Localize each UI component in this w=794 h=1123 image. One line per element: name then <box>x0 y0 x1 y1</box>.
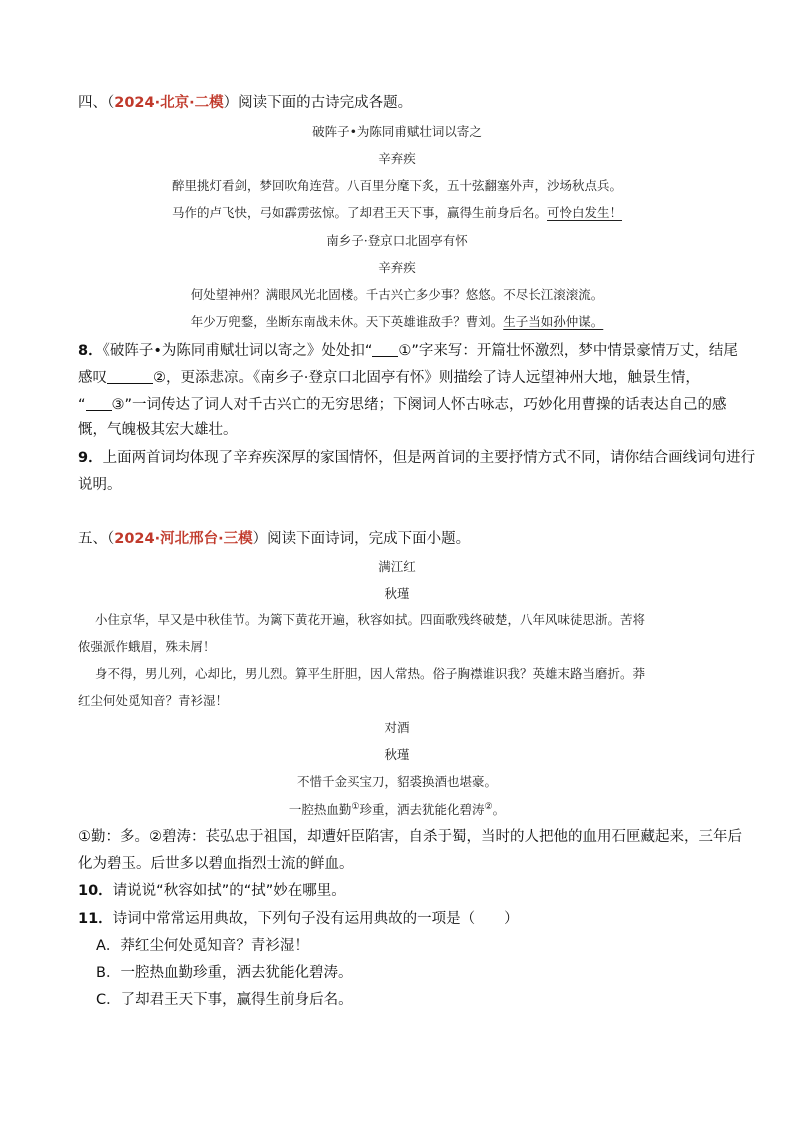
underlined-verse: 生子当如孙仲谋。 <box>503 314 604 329</box>
poem-title: 南乡子·登京口北固亭有怀 <box>326 233 468 248</box>
annotation-note: ①勤：多。②碧涛：苌弘忠于祖国，却遭奸臣陷害，自杀于蜀，当时的人把他的血用石匣藏起来，三年后 <box>78 829 742 845</box>
question-8-cont: “ ③”一词传达了词人对千古兴亡的无穷思绪；下阕词人怀古咏志，巧妙化用曹操的话表达自己的感 <box>78 397 727 413</box>
question-8-cont: 感叹 ②，更添悲凉。《南乡子·登京口北固亭有怀》则描绘了诗人远望神州大地，触景生情， <box>78 370 700 386</box>
section-4-heading <box>78 96 412 111</box>
question-9: 9．上面两首词均体现了辛弃疾深厚的家国情怀，但是两首词的主要抒情方式不同，请你结合画线词句进行 <box>78 450 756 466</box>
option-a: A．莽红尘何处觅知音？青衫湿！ <box>96 938 309 954</box>
question-8-cont: 慨，气魄极其宏大雄壮。 <box>78 422 238 438</box>
poem-line: 马作的卢飞快，弓如霹雳弦惊。了却君王天下事，赢得生前身后名。可怜白发生！ <box>171 205 623 220</box>
heading-suffix: ）阅读下面的古诗完成各题。 <box>223 95 413 111</box>
poem-title: 对酒 <box>384 720 410 735</box>
poem-line: 何处望神州？满眼风光北固楼。千古兴亡多少事？悠悠。不尽长江滚滚流。 <box>190 287 604 302</box>
poem-author: 辛弃疾 <box>378 260 416 275</box>
poem-paragraph: 身不得，男儿列，心却比，男儿烈。算平生肝胆，因人常热。俗子胸襟谁识我？英雄末路当磨折。莽 <box>95 666 646 681</box>
question-9-cont: 说明。 <box>78 477 122 493</box>
poem-title: 满江红 <box>378 559 416 574</box>
annotation-note-cont: 化为碧玉。后世多以碧血指烈士流的鲜血。 <box>78 856 354 872</box>
underlined-verse: 可怜白发生！ <box>547 205 623 220</box>
fill-blank <box>86 396 112 411</box>
fill-blank <box>372 342 398 357</box>
question-8: 8．《破阵子•为陈同甫赋壮词以寄之》处处扣“ ①”字来写：开篇壮怀激烈，梦中情景豪情万丈，结尾 <box>78 343 738 359</box>
source-tag: 2024·河北邢台·三模 <box>114 531 253 547</box>
poem-author: 辛弃疾 <box>378 151 416 166</box>
question-11: 11．诗词中常常运用典故，下列句子没有运用典故的一项是（ ） <box>78 911 519 927</box>
poem-line: 醉里挑灯看剑，梦回吹角连营。八百里分麾下炙，五十弦翻塞外声，沙场秋点兵。 <box>171 178 622 193</box>
option-b: B．一腔热血勤珍重，洒去犹能化碧涛。 <box>96 965 353 981</box>
poem-paragraph-cont: 红尘何处觅知音？青衫湿！ <box>78 693 229 708</box>
source-tag: 2024·北京·二模 <box>114 95 224 111</box>
poem-title: 破阵子•为陈同甫赋壮词以寄之 <box>312 124 482 139</box>
option-c: C．了却君王天下事，赢得生前身后名。 <box>96 992 353 1008</box>
fill-blank <box>107 369 153 384</box>
poem-paragraph: 小住京华，早又是中秋佳节。为篱下黄花开遍，秋容如拭。四面歌残终破楚，八年风味徒思浙。苦将 <box>95 612 646 627</box>
poem-paragraph-cont: 侬强派作蛾眉，殊未屑！ <box>78 639 216 654</box>
heading-prefix: 四、（ <box>78 95 115 111</box>
poem-author: 秋瑾 <box>384 747 410 762</box>
section-5-heading: 五、（2024·河北邢台·三模）阅读下面诗词，完成下面小题。 <box>78 531 471 547</box>
question-10: 10．请说说“秋容如拭”的“拭”妙在哪里。 <box>78 883 346 899</box>
poem-line: 一腔热血勤①珍重，洒去犹能化碧涛②。 <box>288 802 506 818</box>
poem-author: 秋瑾 <box>384 586 410 601</box>
poem-line: 年少万兜鍪，坐断东南战未休。天下英雄谁敌手？曹刘。生子当如孙仲谋。 <box>190 314 604 329</box>
poem-line: 不惜千金买宝刀，貂裘换酒也堪豪。 <box>296 774 497 789</box>
